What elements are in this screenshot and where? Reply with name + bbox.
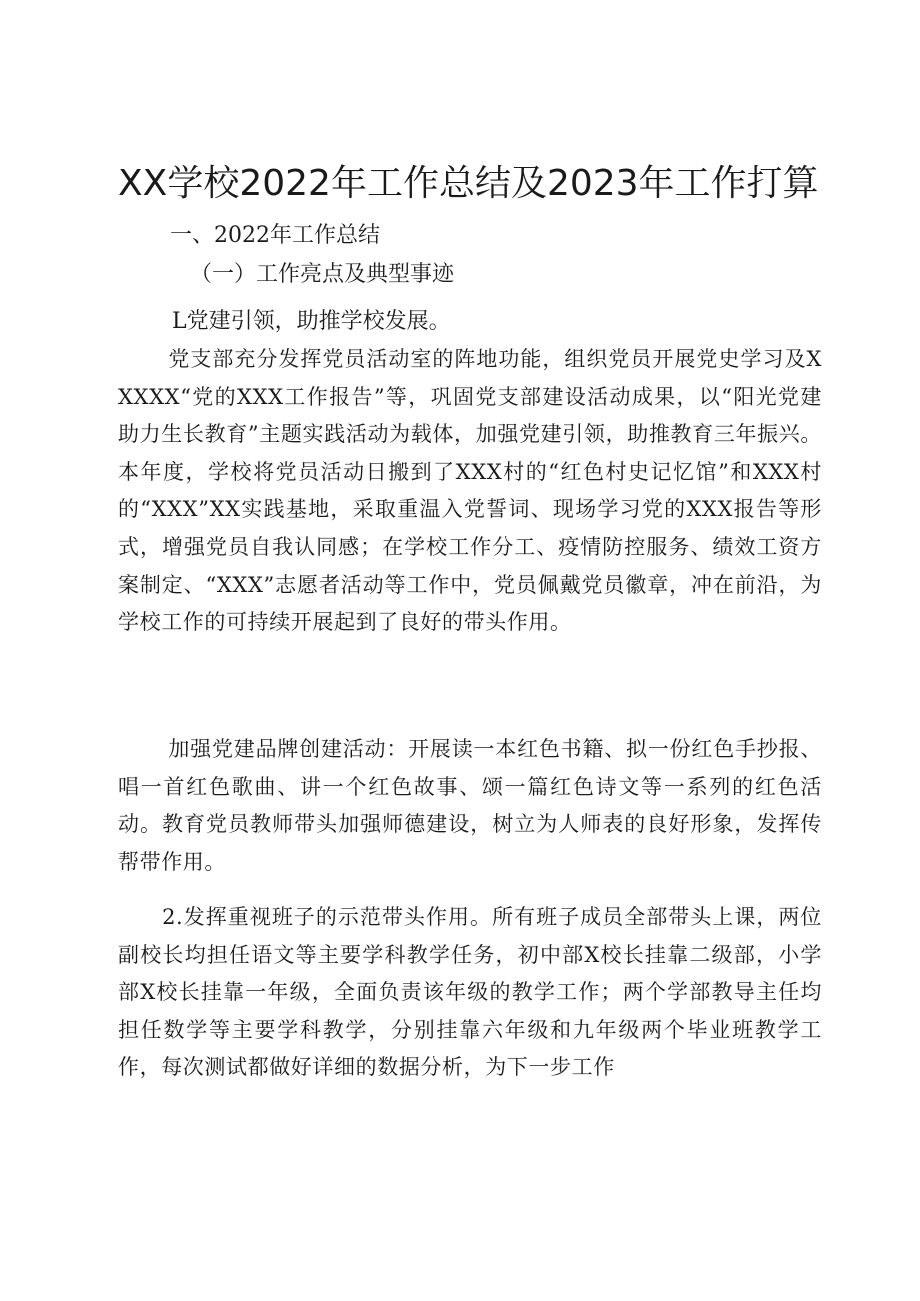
paragraph-leadership-example: 2.发挥重视班子的示范带头作用。所有班子成员全部带头上课，两位副校长均担任语文等主要学科教学任务，初中部X校长挂靠二级部，小学部X校长挂靠一年级，全面负责该年级的教学工作；两个学部教导主任均担任数学等主要学科教学，分别挂靠六年级和九年级两个毕业班教学工作，每次测试都做好详细的数据分析，为下一步工作 (118, 905, 822, 1080)
paragraph-party-building: 党支部充分发挥党员活动室的阵地功能，组织党员开展党史学习及XXXXX“党的XXX工作报告”等，巩固党支部建设活动成果，以“阳光党建助力生长教育”主题实践活动为载体，加强党建引领，助推教育三年振兴。本年度，学校将党员活动日搬到了XXX村的“红色村史记忆馆”和XXX村的“XXX”XX实践基地，采取重温入党誓词、现场学习党的XXX报告等形式，增强党员自我认同感；在学校工作分工、疫情防控服务、绩效工资方案制定、“XXX”志愿者活动等工作中，党员佩戴党员徽章，冲在前沿，为学校工作的可持续开展起到了良好的带头作用。 (118, 347, 822, 635)
item-1-heading: L党建引领，助推学校发展。 (172, 309, 451, 334)
subsection-heading: （一）工作亮点及典型事迹 (190, 262, 455, 287)
paragraph-brand-activities: 加强党建品牌创建活动：开展读一本红色书籍、拟一份红色手抄报、唱一首红色歌曲、讲一个红色故事、颂一篇红色诗文等一系列的红色活动。教育党员教师带头加强师德建设，树立为人师表的良好形象，发挥传帮带作用。 (118, 737, 822, 874)
document-title: XX学校2022年工作总结及2023年工作打算 (118, 163, 819, 204)
section-heading: 一、2022年工作总结 (170, 223, 380, 248)
